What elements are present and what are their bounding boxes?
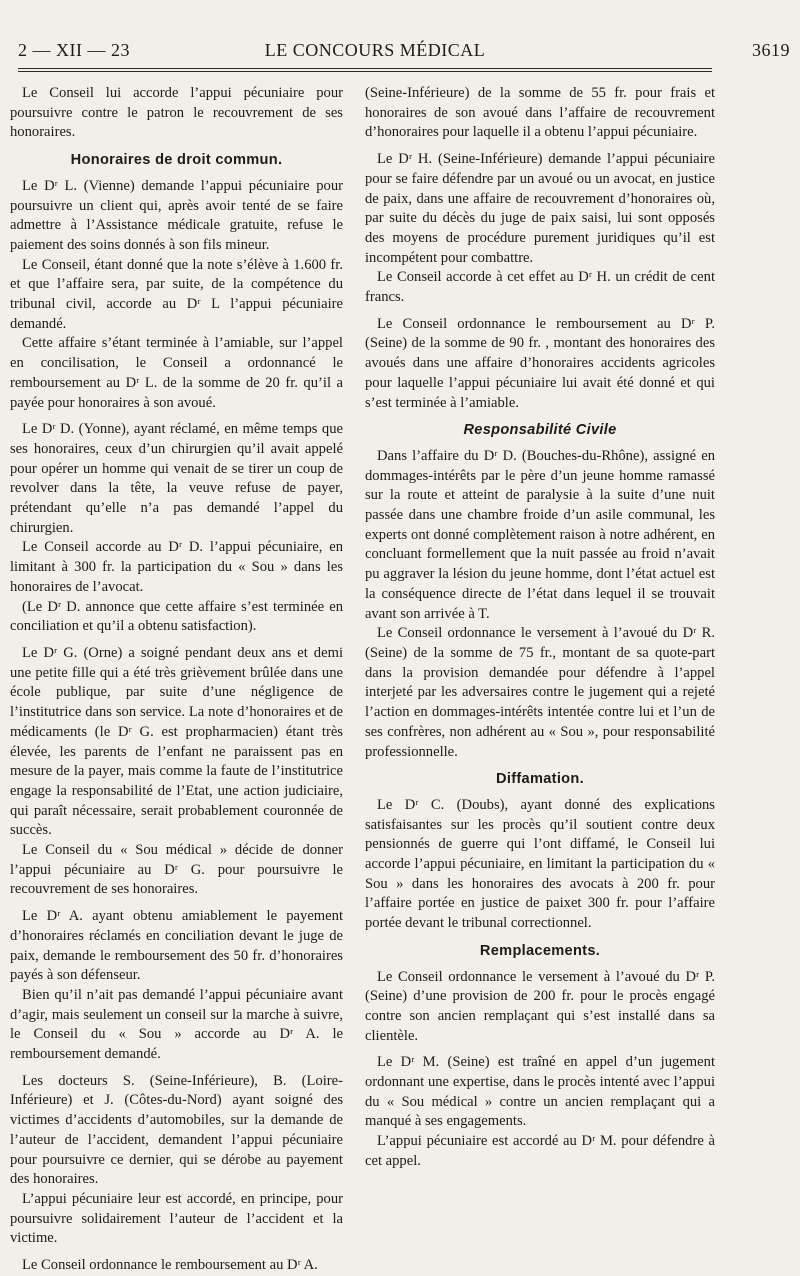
journal-title: LE CONCOURS MÉDICAL bbox=[264, 40, 486, 60]
section-heading: Remplacements. bbox=[479, 942, 601, 959]
paragraph: Le Dʳ G. (Orne) a soigné pendant deux ans et demi une petite fille qui a été très grièvement brûlée dans une école publique, par suite d’une négligence de l’institutrice dans son service. La note d’honoraires et de médicaments (le Dʳ G. est propharmacien) étant très élevée, les parents de l’enfant ne paraissent pas en mesure de la payer, mais comme la faute de l’institutrice engage la responsabilité de l’Etat, une action judiciaire, qui paraît nécessaire, serait probablement couronnée de succès. bbox=[10, 644, 343, 839]
paragraph: Le Conseil ordonnance le remboursement au Dʳ A. bbox=[22, 1257, 318, 1274]
right-column bbox=[365, 84, 715, 1172]
paragraph: (Seine-Inférieure) de la somme de 55 fr. pour frais et honoraires de son avoué dans l’affaire de recouvrement d’honoraires pour laquelle il a obtenu l’appui pécuniaire. bbox=[365, 85, 715, 141]
paragraph: Le Conseil accorde à cet effet au Dʳ H. un crédit de cent francs. bbox=[365, 269, 715, 306]
paragraph: Le Dʳ H. (Seine-Inférieure) demande l’appui pécuniaire pour se faire défendre par un avoué ou un avocat, en justice de paix, dans une affaire de recouvrement d’honoraires où, par suite du décès du juge de paix saisi, lui sont opposés des moyens de procédure purement juridiques qu’il est incompétent pour combattre. bbox=[365, 151, 715, 266]
paragraph: Bien qu’il n’ait pas demandé l’appui pécuniaire avant d’agir, mais seulement un conseil sur la marche à suivre, le Conseil du « Sou » accorde au Dʳ A. le remboursement demandé. bbox=[10, 986, 343, 1063]
paragraph: Dans l’affaire du Dʳ D. (Bouches-du-Rhône), assigné en dommages-intérêts par le père d’un jeune homme ramassé sur la route et atteint de paralysie à la suite d’une nuit passée dans une chambre froide d’un asile communal, les experts ont donné complètement raison à notre adhérent, en concluant formellement que la nuit passée au froid n’avait pu aggraver la lésion du jeune homme, dont l’état actuel est la conséquence directe de l’état dans lequel il se trouvait avant son arrivée à T. bbox=[365, 447, 715, 622]
paragraph: L’appui pécuniaire est accordé au Dʳ M. pour défendre à cet appel. bbox=[365, 1133, 715, 1169]
paragraph: L’appui pécuniaire leur est accordé, en principe, pour poursuivre solidairement l’auteur de l’accident et la victime. bbox=[10, 1190, 343, 1247]
paragraph: Le Conseil ordonnance le versement à l’avoué du Dʳ P. (Seine) d’une provision de 200 fr. pour le procès engagé contre son ancien remplaçant qui s’est installé dans sa clientèle. bbox=[365, 968, 715, 1044]
paragraph: Le Conseil accorde au Dʳ D. l’appui pécuniaire, en limitant à 300 fr. la participation du « Sou » dans les honoraires de l’avocat. bbox=[10, 539, 343, 595]
paragraph: Le Conseil, étant donné que la note s’élève à 1.600 fr. et que l’affaire sera, par suite, de la compétence du tribunal civil, accorde au Dʳ L l’appui pécuniaire demandé. bbox=[10, 256, 343, 332]
paragraph: Le Dʳ D. (Yonne), ayant réclamé, en même temps que ses honoraires, ceux d’un chirurgien qu’il avait appelé pour opérer un homme qui venait de se tirer un coup de revolver dans la tête, la veuve refuse de payer, prétendant qu’elle n’a pas demandé l’appel du chirurgien. bbox=[10, 421, 343, 536]
page-header bbox=[18, 38, 790, 64]
section-heading: Honoraires de droit commun. bbox=[70, 152, 283, 169]
paragraph: Le Dʳ A. ayant obtenu amiablement le payement d’honoraires réclamés en conciliation devant le juge de paix, demande le remboursement des 50 fr. d’honoraires payés à son défenseur. bbox=[10, 908, 343, 984]
issue-date: 2 — XII — 23 bbox=[18, 40, 130, 60]
paragraph: (Le Dʳ D. annonce que cette affaire s’est terminée en conciliation et qu’il a obtenu satisfaction). bbox=[10, 598, 343, 635]
header-rule-double bbox=[18, 71, 712, 72]
paragraph: Le Dʳ C. (Doubs), ayant donné des explications satisfaisantes sur les procès qu’il soutient contre deux pensionnés de guerre qui l’ont diffamé, le Conseil lui accorde l’appui pécuniaire, en limitant la participation du « Sou » dans les honoraires des avocats à 200 fr. pour l’affaire portée en justice de paixet 300 fr. pour l’affaire portée devant le tribunal correctionnel. bbox=[365, 796, 715, 932]
paragraph: Le Dʳ L. (Vienne) demande l’appui pécuniaire pour poursuivre un client qui, après avoir tenté de se faire admettre à l’Assistance médicale gratuite, refuse le paiement des soins donnés à son fils mineur. bbox=[10, 177, 343, 253]
section-heading: Responsabilité Civile bbox=[463, 422, 617, 439]
paragraph: Le Conseil du « Sou médical » décide de donner l’appui pécuniaire au Dʳ G. pour poursuivre le recouvrement de ses honoraires. bbox=[10, 842, 343, 898]
paragraph: Le Dʳ M. (Seine) est traîné en appel d’un jugement ordonnant une expertise, dans le procès intenté avec l’appui du « Sou médical » contre un ancien remplaçant qui a manqué à ses engagements. bbox=[365, 1054, 715, 1130]
paragraph: Les docteurs S. (Seine-Inférieure), B. (Loire-Inférieure) et J. (Côtes-du-Nord) ayant soigné des victimes d’accidents d’automobiles, sur la demande de l’auteur de l’accident, demandent l’appui pécuniaire pour poursuivre ce dernier, qui se dérobe au payement des honoraires. bbox=[10, 1072, 343, 1188]
paragraph: Le Conseil ordonnance le versement à l’avoué du Dʳ R. (Seine) de la somme de 75 fr., montant de sa quote-part dans la provision demandée pour défendre à l’appel interjeté par les adversaires contre le jugement qui a rejeté l’action en dommages-intérêts intentée contre lui et l’un de ses confrères, non adhérent au « Sou », pour responsabilité professionnelle. bbox=[365, 625, 715, 760]
page-number: 3619 bbox=[752, 40, 790, 60]
left-column bbox=[10, 84, 343, 1276]
section-heading: Diffamation. bbox=[496, 771, 584, 788]
paragraph: Le Conseil ordonnance le remboursement au Dʳ P. (Seine) de la somme de 90 fr. , montant des honoraires des avoués dans une affaire d’honoraires accidents agricoles pour laquelle l’appui pécuniaire lui avait été donné et qui s’est terminée à l’amiable. bbox=[365, 315, 715, 411]
paragraph: Le Conseil lui accorde l’appui pécuniaire pour poursuivre contre le patron le recouvrement de ses honoraires. bbox=[10, 85, 343, 141]
paragraph: Cette affaire s’étant terminée à l’amiable, sur l’appel en concilisation, le Conseil a ordonnancé le remboursement au Dʳ L. de la somme de 20 fr. qu’il a payée pour honoraires à son avoué. bbox=[10, 335, 343, 411]
header-rule bbox=[18, 68, 712, 69]
